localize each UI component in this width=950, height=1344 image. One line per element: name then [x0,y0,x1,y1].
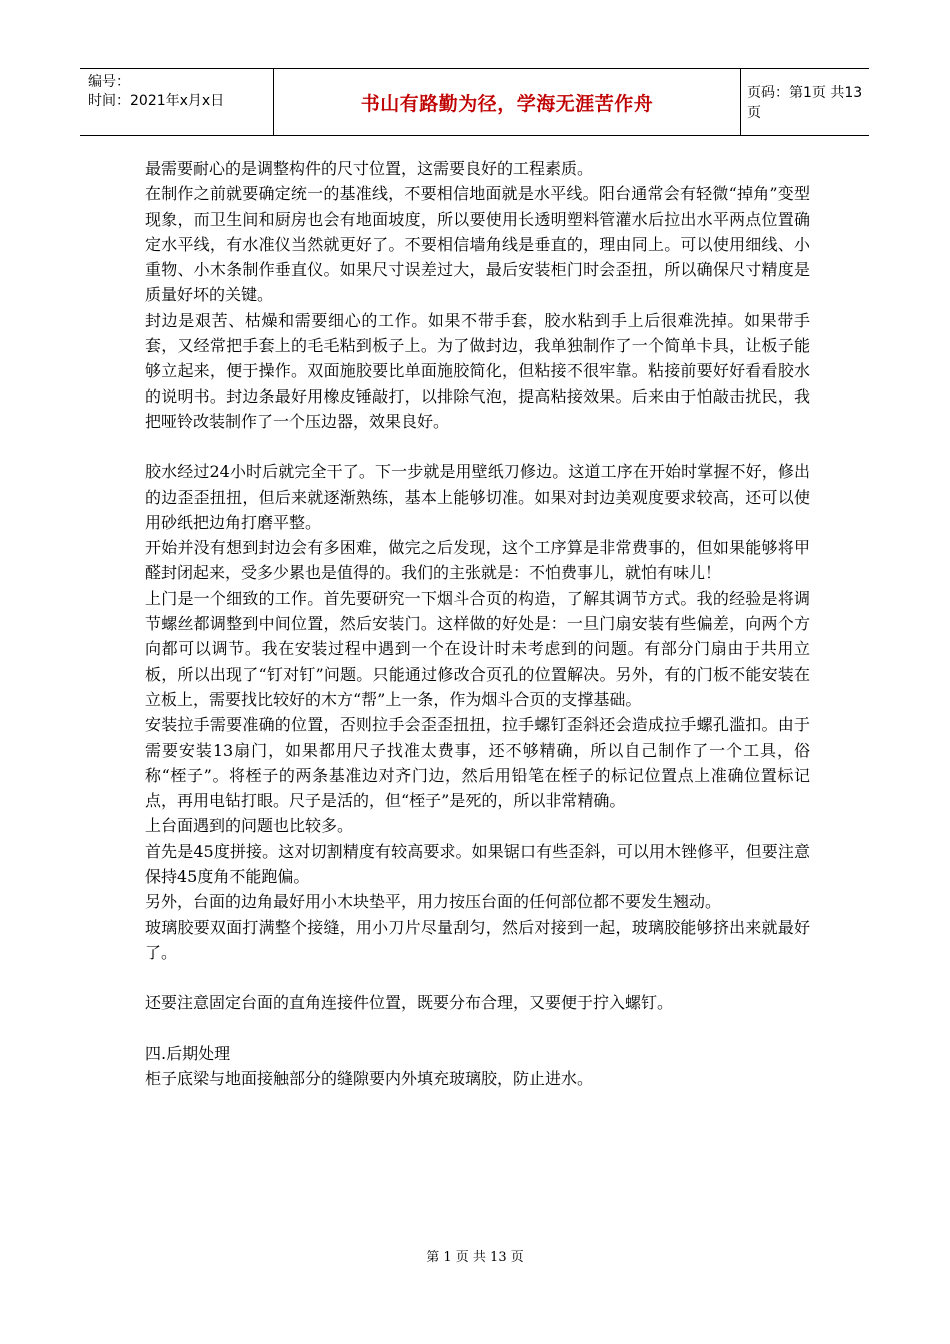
paragraph-8: 上台面遇到的问题也比较多。 [145,816,354,836]
paragraph-7: 安装拉手需要准确的位置，否则拉手会歪歪扭扭，拉手螺钉歪斜还会造成拉手螺孔滥扣。由于需要安装13扇门，如果都用尺子找准太费事，还不够精确，所以自己制作了一个工具，俗称“桎子”。将桎子的两条基准边对齐门边，然后用铅笔在桎子的标记位置点上准确位置标记点，再用电钻打眼。尺子是活的，但“桎子”是死的，所以非常精确。 [145,715,810,811]
paragraph-13: 柜子底梁与地面接触部分的缝隙要内外填充玻璃胶，防止进水。 [145,1068,594,1088]
paragraph-1: 最需要耐心的是调整构件的尺寸位置，这需要良好的工程素质。 [145,159,594,178]
header-page-info-cell [741,69,869,135]
paragraph-4: 胶水经过24小时后就完全干了。下一步就是用壁纸刀修边。这道工序在开始时掌握不好，修出的边歪歪扭扭，但后来就逐渐熟练，基本上能够切准。如果对封边美观度要求较高，还可以使用砂纸把边角打磨平整。 [145,462,810,532]
document-time-label: 时间：2021年x月x日 [88,93,225,109]
paragraph-10: 另外，台面的边角最好用小木块垫平，用力按压台面的任何部位都不要发生翘动。 [145,892,722,912]
paragraph-11: 玻璃胶要双面打满整个接缝，用小刀片尽量刮匀，然后对接到一起，玻璃胶能够挤出来就最好了。 [145,917,810,962]
section-heading: 四.后期处理 [145,1043,231,1063]
header-motto-cell [274,69,741,135]
header-page-info: 页码：第1页 共13页 [747,85,863,121]
header-meta [80,69,274,135]
paragraph-5: 开始并没有想到封边会有多困难，做完之后发现，这个工序算是非常费事的，但如果能够将甲醛封闭起来，受多少累也是值得的。我们的主张就是：不怕费事儿，就怕有味儿！ [145,538,810,583]
document-number-label: 编号： [88,74,130,90]
paragraph-6: 上门是一个细致的工作。首先要研究一下烟斗合页的构造，了解其调节方式。我的经验是将调节螺丝都调整到中间位置，然后安装门。这样做的好处是：一旦门扇安装有些偏差，向两个方向都可以调节。我在安装过程中遇到一个在设计时未考虑到的问题。有部分门扇由于共用立板，所以出现了“钉对钉”问题。只能通过修改合页孔的位置解决。另外，有的门板不能安装在立板上，需要找比较好的木方“帮”上一条，作为烟斗合页的支撑基础。 [145,588,810,709]
paragraph-2: 在制作之前就要确定统一的基准线，不要相信地面就是水平线。阳台通常会有轻微“掉角”变型现象，而卫生间和厨房也会有地面坡度，所以要使用长透明塑料管灌水后拉出水平两点位置确定水平线，有水准仪当然就更好了。不要相信墙角线是垂直的，理由同上。可以使用细线、小重物、小木条制作垂直仪。如果尺寸误差过大，最后安装柜门时会歪扭，所以确保尺寸精度是质量好坏的关键。 [145,184,810,305]
page-header [80,68,869,136]
header-motto: 书山有路勤为径，学海无涯苦作舟 [360,92,654,115]
paragraph-9: 首先是45度拼接。这对切割精度有较高要求。如果锯口有些歪斜，可以用木锉修平，但要注意保持45度角不能跑偏。 [145,841,810,887]
document-body [145,156,810,1091]
paragraph-12: 还要注意固定台面的直角连接件位置，既要分布合理，又要便于拧入螺钉。 [145,993,674,1013]
paragraph-3: 封边是艰苦、枯燥和需要细心的工作。如果不带手套，胶水粘到手上后很难洗掉。如果带手套，又经常把手套上的毛毛粘到板子上。为了做封边，我单独制作了一个简单卡具，让板子能够立起来，便于操作。双面施胶要比单面施胶简化，但粘接不很牢靠。粘接前要好好看看胶水的说明书。封边条最好用橡皮锤敲打，以排除气泡，提高粘接效果。后来由于怕敲击扰民，我把哑铃改装制作了一个压边器，效果良好。 [145,310,810,431]
page-footer: 第 1 页 共 13 页 [426,1250,524,1265]
